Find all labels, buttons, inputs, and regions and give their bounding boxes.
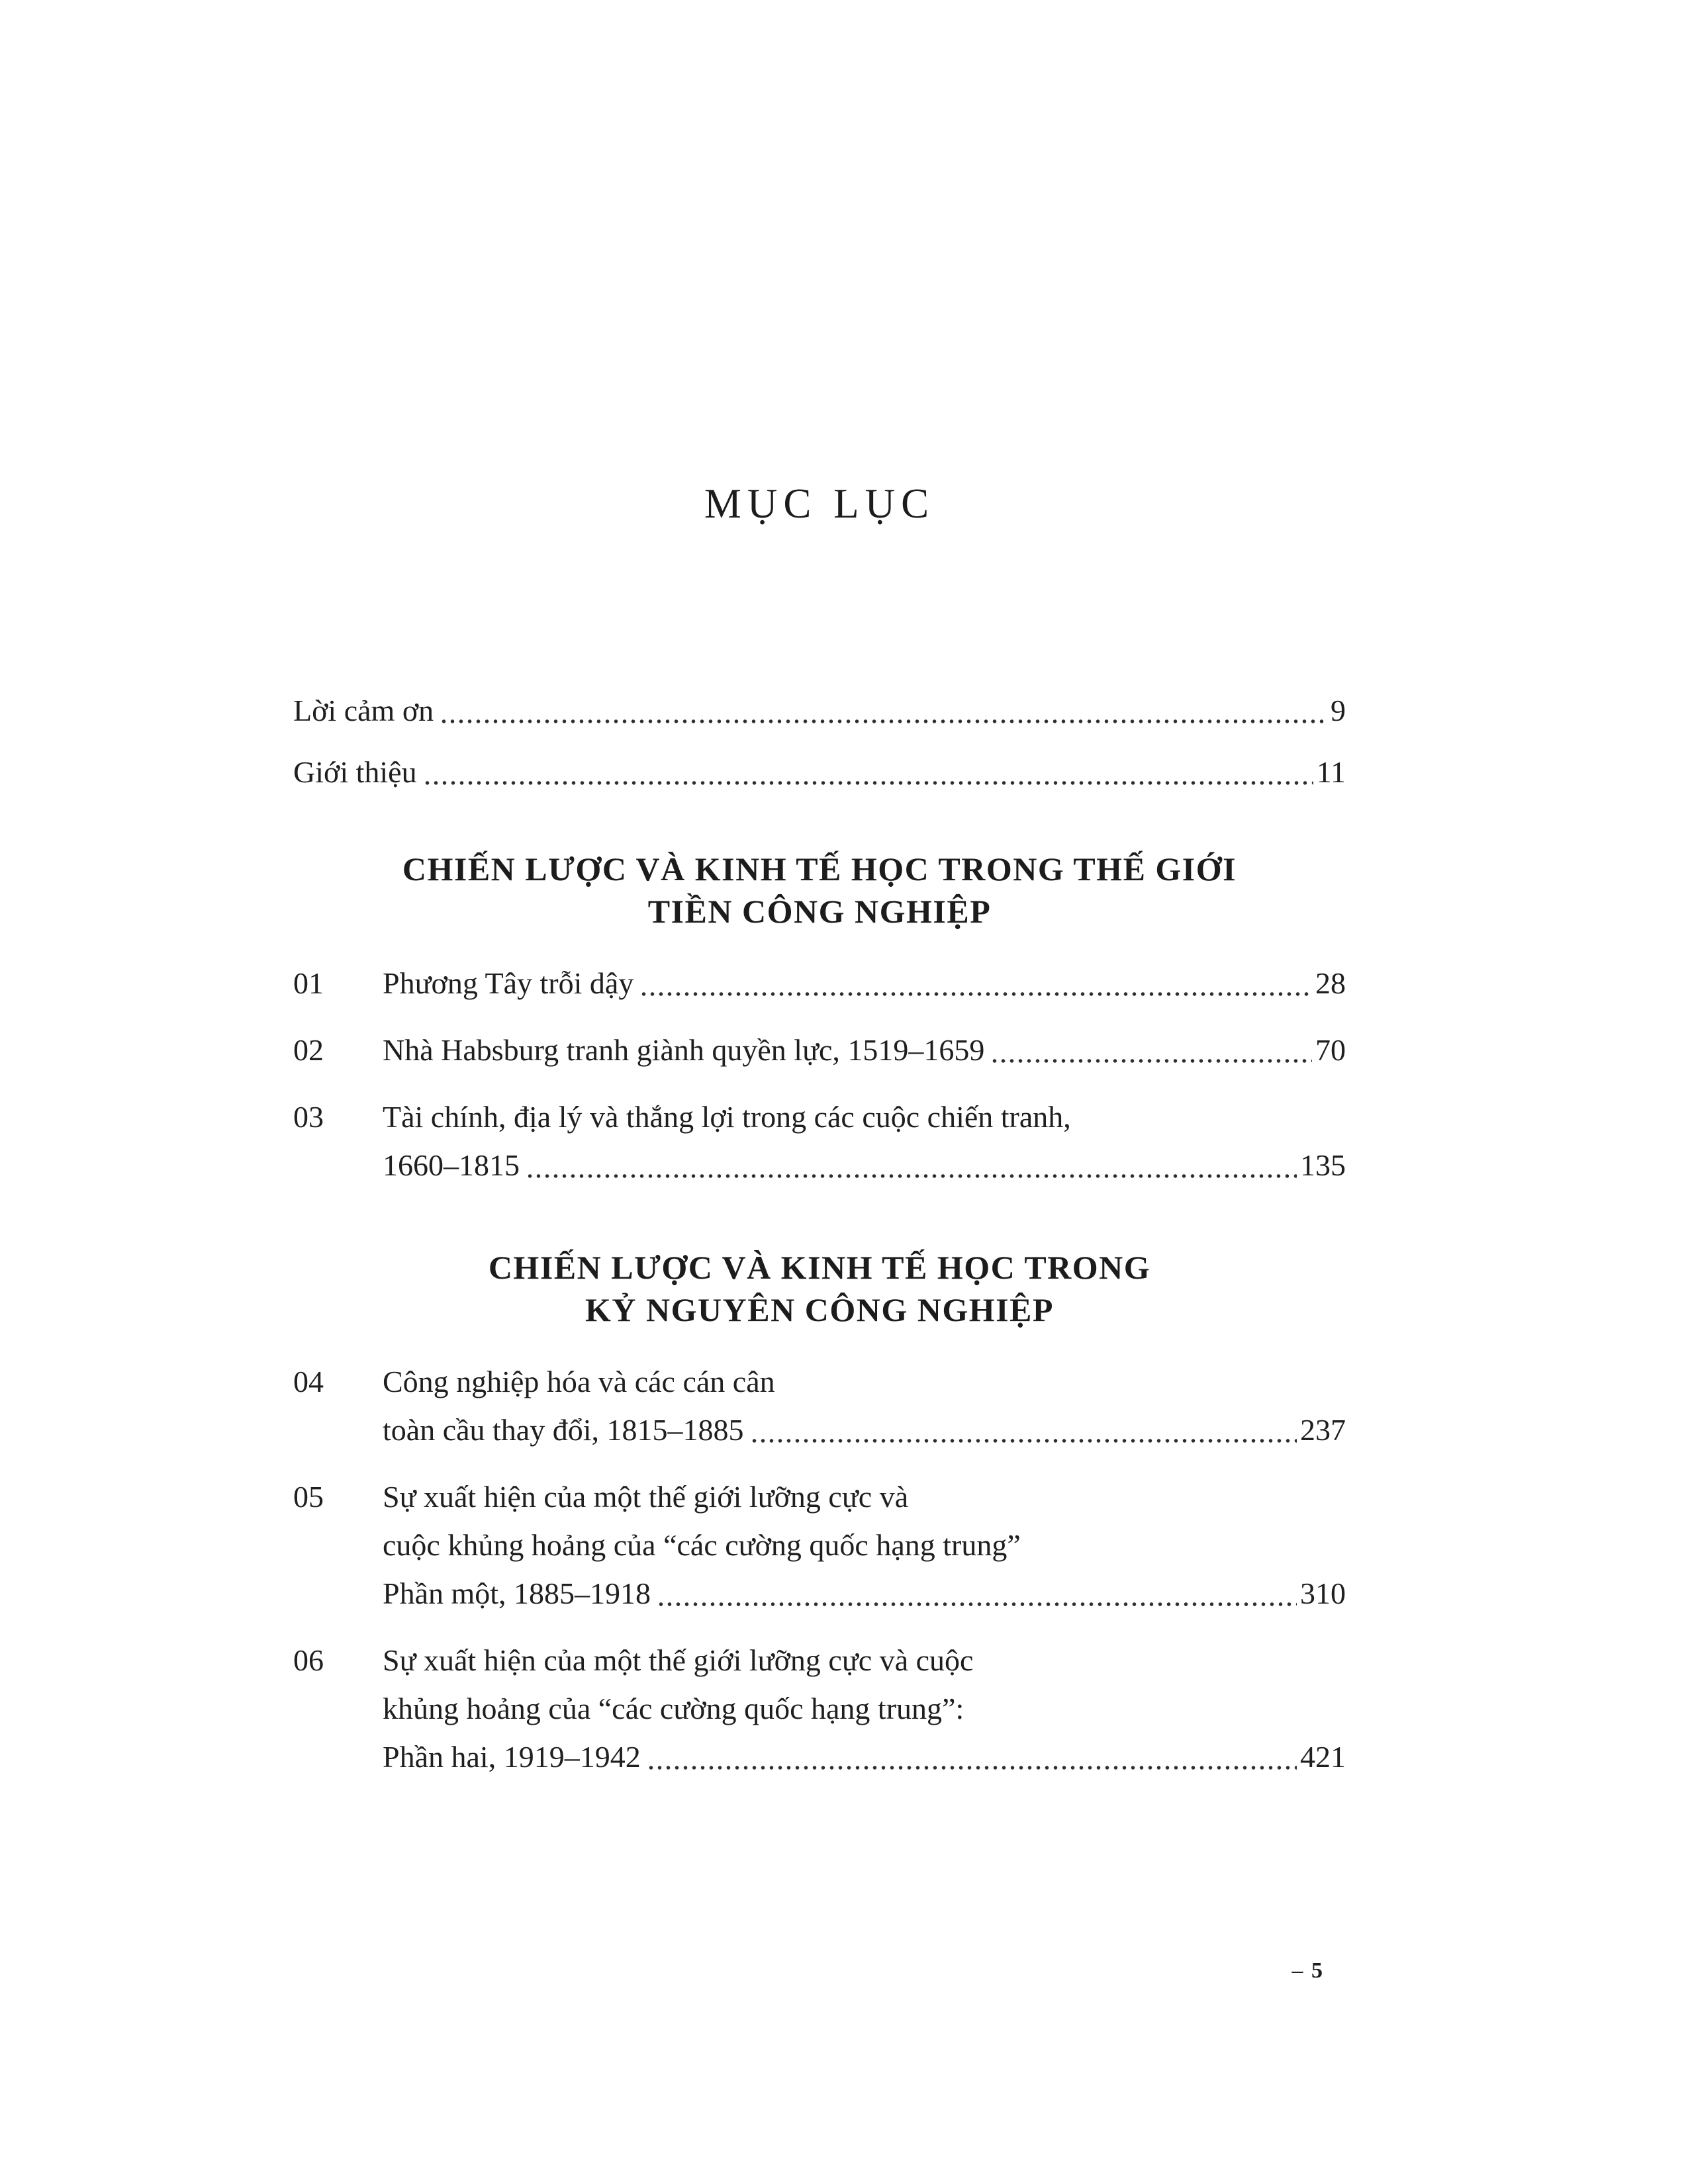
chapter-title-line: cuộc khủng hoảng của “các cường quốc hạng trung” xyxy=(383,1528,1021,1562)
chapter-title-line: Phần một, 1885–1918 xyxy=(383,1576,651,1610)
front-matter-list xyxy=(293,686,1346,809)
toc-entry-page: 9 xyxy=(1331,694,1346,727)
chapter-number: 02 xyxy=(293,1033,324,1067)
chapter-title-line: Nhà Habsburg tranh giành quyền lực, 1519–1659 xyxy=(383,1033,985,1067)
chapter-number: 01 xyxy=(293,966,324,1000)
toc-page xyxy=(293,0,1346,1799)
dot-leader xyxy=(990,1058,1312,1064)
chapter-title-line: 1660–1815 xyxy=(383,1148,520,1182)
section-heading-industrial xyxy=(293,1246,1346,1331)
section-heading-preindustrial xyxy=(293,848,1346,933)
toc-chapter-03 xyxy=(293,1093,1346,1189)
chapter-title-line: Công nghiệp hóa và các cán cân xyxy=(383,1365,775,1398)
chapter-page: 28 xyxy=(1315,966,1346,1000)
chapter-page: 237 xyxy=(1300,1413,1346,1447)
chapter-list-section-2 xyxy=(293,1357,1346,1799)
chapter-number: 04 xyxy=(293,1365,324,1398)
section-heading-line: CHIẾN LƯỢC VÀ KINH TẾ HỌC TRONG THẾ GIỚI xyxy=(402,850,1237,887)
footer-dash: – xyxy=(1291,1958,1305,1983)
dot-leader xyxy=(750,1438,1297,1443)
dot-leader xyxy=(657,1602,1297,1607)
dot-leader xyxy=(423,780,1313,786)
chapter-title-line: khủng hoảng của “các cường quốc hạng trung”: xyxy=(383,1692,964,1725)
section-heading-line: CHIẾN LƯỢC VÀ KINH TẾ HỌC TRONG xyxy=(488,1249,1151,1286)
chapter-number: 03 xyxy=(293,1100,324,1134)
chapter-page: 70 xyxy=(1315,1033,1346,1067)
chapter-page: 310 xyxy=(1300,1576,1346,1610)
dot-leader xyxy=(440,719,1327,724)
dot-leader xyxy=(647,1765,1297,1770)
toc-chapter-02 xyxy=(293,1026,1346,1074)
chapter-title-line: Sự xuất hiện của một thế giới lưỡng cực và cuộc xyxy=(383,1643,974,1677)
chapter-page: 421 xyxy=(1300,1740,1346,1774)
section-heading-line: KỶ NGUYÊN CÔNG NGHIỆP xyxy=(585,1291,1054,1328)
toc-entry-title: Lời cảm ơn xyxy=(293,694,434,727)
footer-page-number: 5 xyxy=(1311,1958,1324,1983)
toc-entry-gioi-thieu xyxy=(293,748,1346,796)
page-footer xyxy=(1292,1958,1325,1984)
toc-chapter-06 xyxy=(293,1636,1346,1781)
chapter-title-line: Tài chính, địa lý và thắng lợi trong các cuộc chiến tranh, xyxy=(383,1100,1071,1134)
toc-chapter-05 xyxy=(293,1473,1346,1617)
chapter-list-section-1 xyxy=(293,959,1346,1208)
toc-entry-page: 11 xyxy=(1316,755,1346,789)
dot-leader xyxy=(639,991,1312,997)
chapter-title-line: Phương Tây trỗi dậy xyxy=(383,966,634,1000)
chapter-number: 05 xyxy=(293,1480,324,1514)
dot-leader xyxy=(526,1173,1297,1179)
chapter-title-line: Phần hai, 1919–1942 xyxy=(383,1740,641,1774)
section-heading-line: TIỀN CÔNG NGHIỆP xyxy=(647,893,992,930)
page-title: MỤC LỤC xyxy=(704,480,935,527)
chapter-page: 135 xyxy=(1300,1148,1346,1182)
chapter-number: 06 xyxy=(293,1643,324,1677)
chapter-title-line: toàn cầu thay đổi, 1815–1885 xyxy=(383,1413,744,1447)
toc-chapter-01 xyxy=(293,959,1346,1007)
chapter-title-line: Sự xuất hiện của một thế giới lưỡng cực và xyxy=(383,1480,909,1514)
toc-chapter-04 xyxy=(293,1357,1346,1454)
toc-entry-title: Giới thiệu xyxy=(293,755,417,789)
toc-entry-loi-cam-on xyxy=(293,686,1346,735)
